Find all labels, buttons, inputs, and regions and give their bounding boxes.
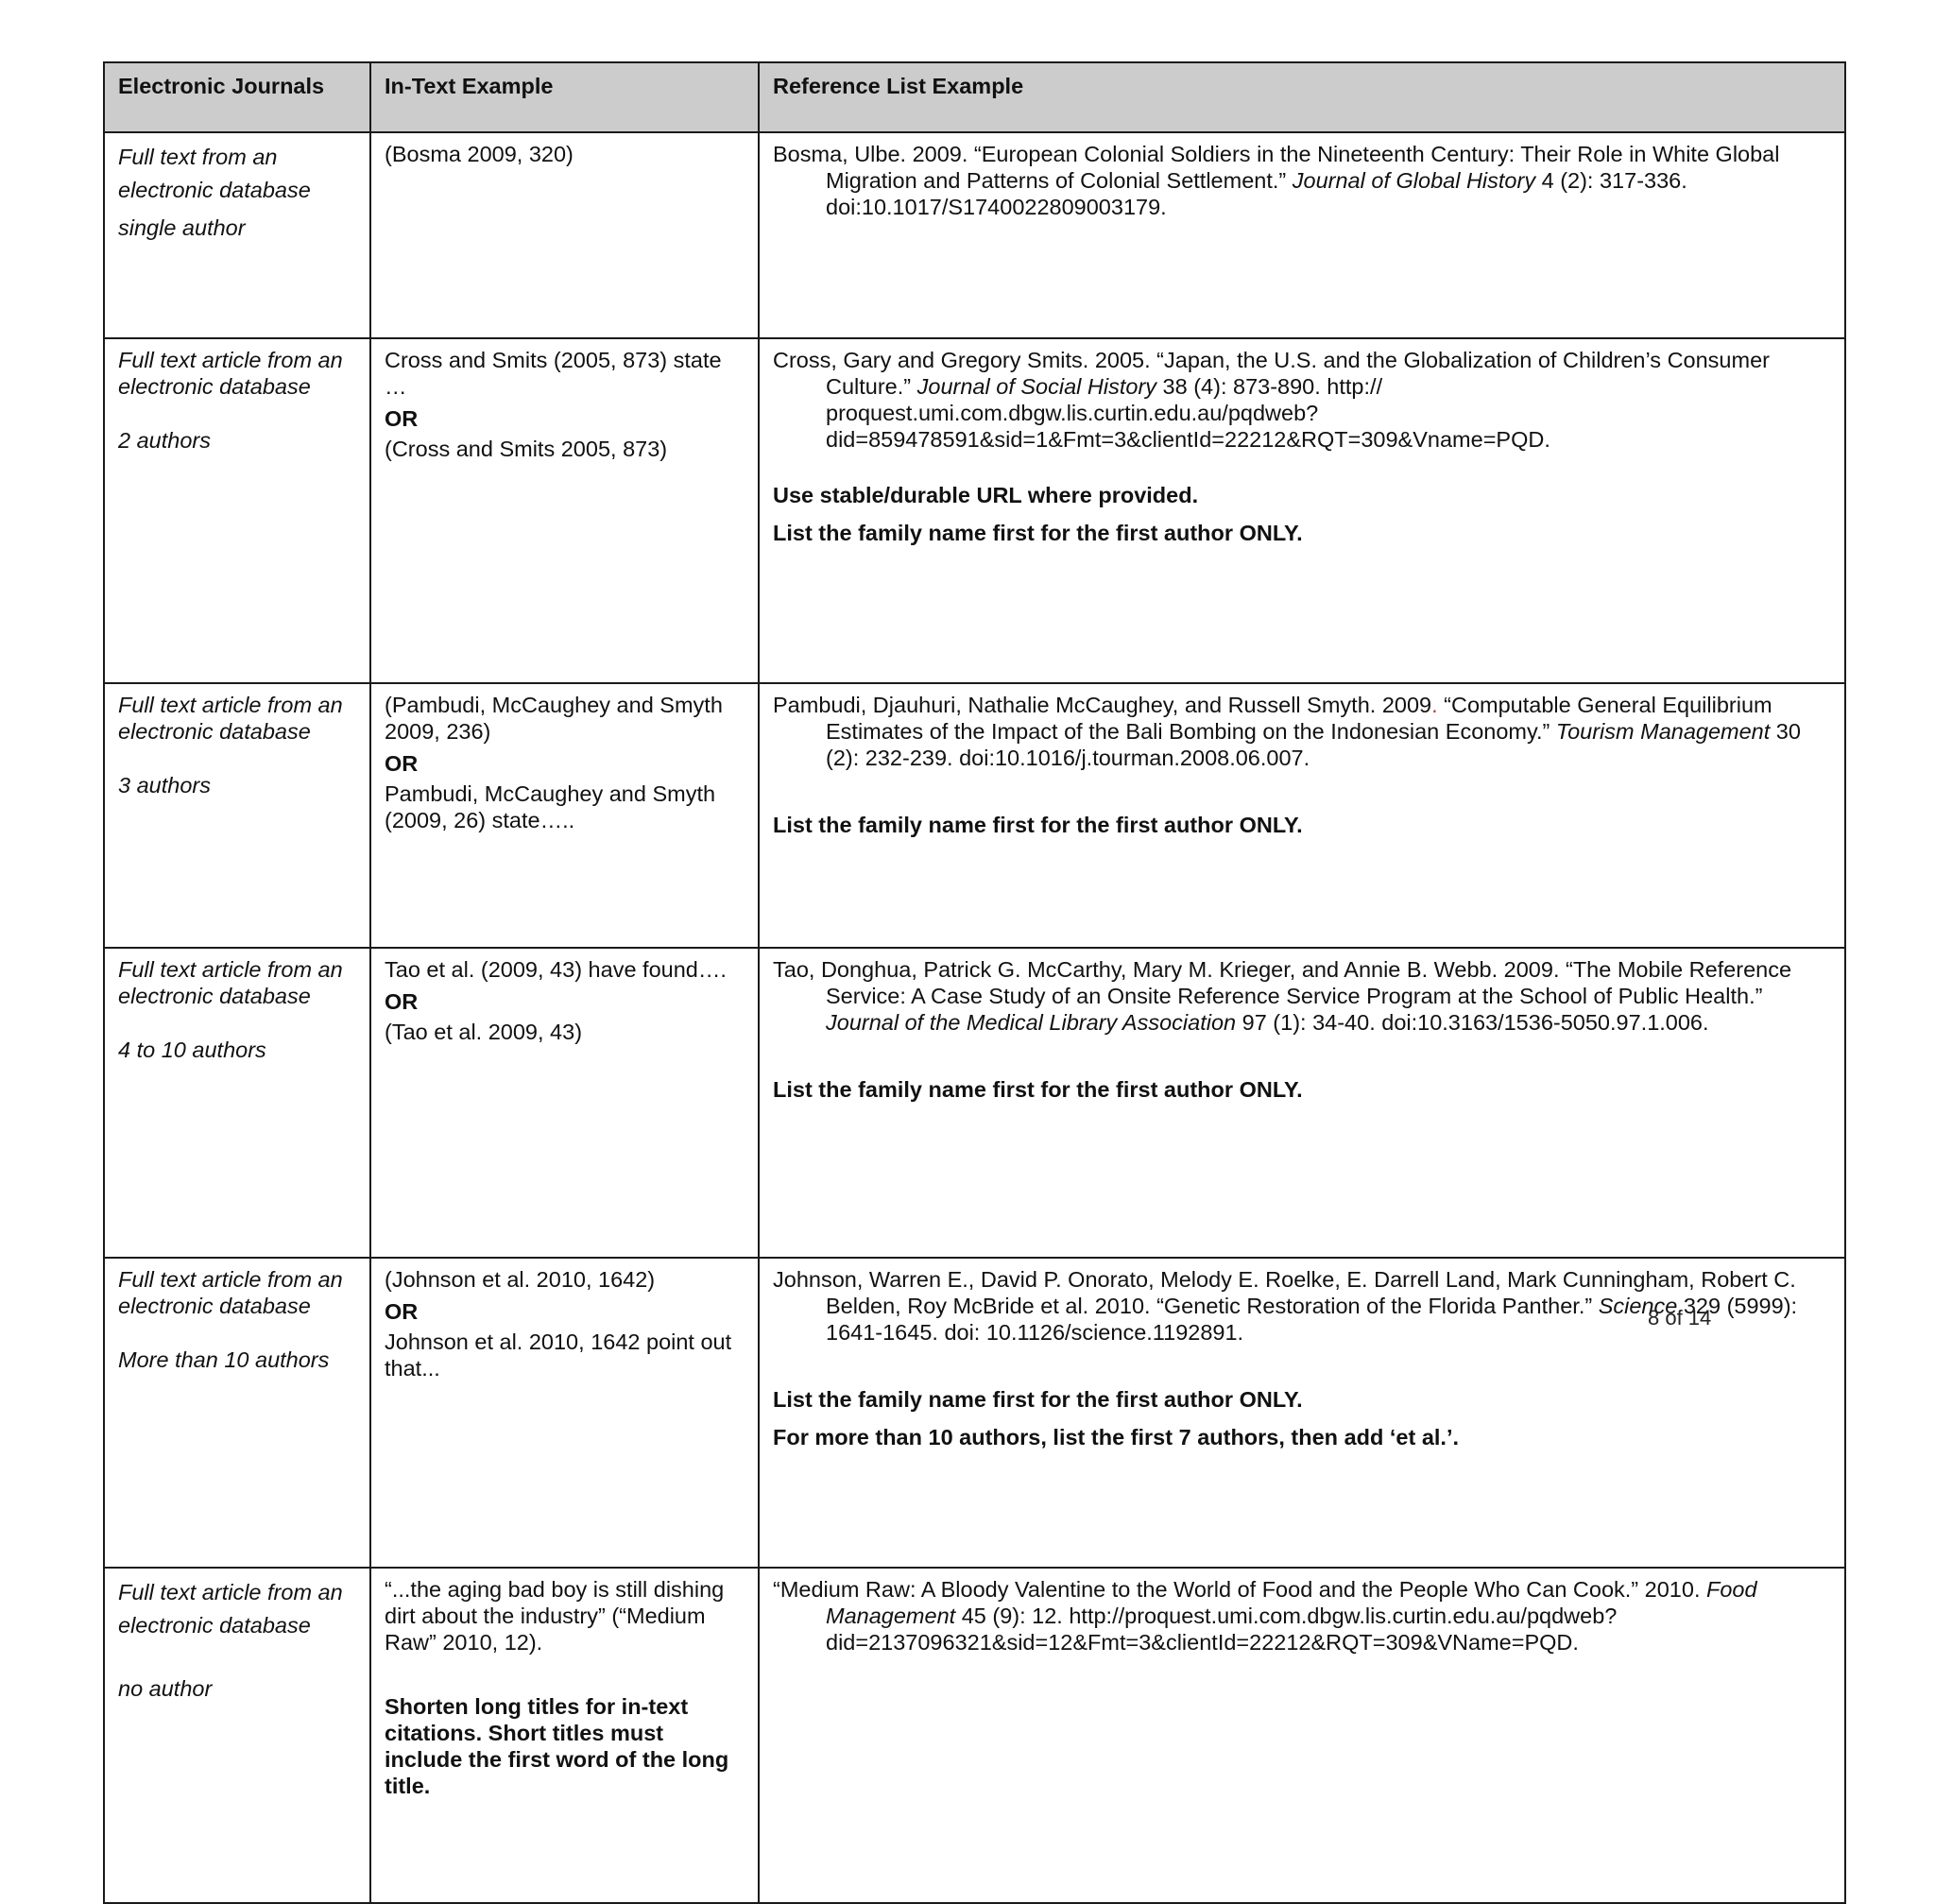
reference-text: 97 (1): 34-40. doi:10.3163/1536-5050.97.1.006. [1236, 1010, 1709, 1035]
reference-text: Johnson, Warren E., David P. Onorato, Melody E. Roelke, E. Darrell Land, Mark Cunningham, Robert C. Belden, Roy McBride et al. 2010. “Genetic Restoration of the Florida Panther.” [773, 1267, 1796, 1318]
journal-title: Science [1598, 1294, 1678, 1318]
table-header [104, 62, 1845, 132]
in-text-note: Shorten long titles for in-text citations. Short titles must include the first word of the long title. [385, 1694, 729, 1798]
journal-title: Food Management [826, 1577, 1757, 1628]
reference-cell [759, 1258, 1845, 1568]
journal-title: Journal of Global History [1292, 168, 1536, 193]
reference-text: Tao, Donghua, Patrick G. McCarthy, Mary M. Krieger, and Annie B. Webb. 2009. “The Mobile Reference Service: A Case Study of an Onsite Reference Service Program at the School of Public Health.” [773, 957, 1792, 1008]
reference-cell [759, 948, 1845, 1258]
category-author-count: More than 10 authors [118, 1347, 330, 1372]
reference-text: 30 (2): 232-239. doi:10.1016/j.tourman.2008.06.007. [826, 719, 1801, 770]
category-line: electronic database [118, 178, 311, 202]
header-electronic-journals: Electronic Journals [104, 62, 370, 132]
reference-note: List the family name first for the first author ONLY. [773, 1387, 1303, 1412]
table-row [104, 1568, 1845, 1903]
in-text-example: “...the aging bad boy is still dishing dirt about the industry” (“Medium Raw” 2010, 12). [385, 1577, 725, 1655]
category-line: electronic database [118, 374, 311, 399]
in-text-cell [370, 1258, 759, 1568]
in-text-cell [370, 132, 759, 338]
category-line: electronic database [118, 1613, 311, 1638]
category-cell [104, 683, 370, 948]
category-cell [104, 338, 370, 683]
category-line: electronic database [118, 719, 311, 744]
journal-title: Journal of the Medical Library Association [826, 1010, 1237, 1035]
citation-examples-table [103, 61, 1846, 1904]
reference-note: Use stable/durable URL where provided. [773, 483, 1199, 507]
category-author-count: 4 to 10 authors [118, 1038, 266, 1062]
reference-cell [759, 1568, 1845, 1903]
reference-entry [773, 1576, 1831, 1655]
reference-text: . [1431, 693, 1438, 717]
in-text-example: (Pambudi, McCaughey and Smyth 2009, 236) [385, 693, 723, 744]
reference-text: Bosma, Ulbe. 2009. “European Colonial Soldiers in the Nineteenth Century: Their Role in White Global Migration and Patterns of Colonial Settlement.” [773, 142, 1780, 193]
header-reference-list-example: Reference List Example [759, 62, 1845, 132]
reference-entry [773, 347, 1831, 453]
category-author-count: 3 authors [118, 773, 211, 798]
category-author-count: 2 authors [118, 428, 211, 453]
reference-text: 329 (5999): 1641-1645. doi: 10.1126/science.1192891. [826, 1294, 1798, 1345]
reference-note: List the family name first for the first author ONLY. [773, 521, 1303, 545]
reference-note: For more than 10 authors, list the first 7 authors, then add ‘et al.’. [773, 1425, 1460, 1449]
category-line: Full text from an [118, 145, 278, 169]
page-number: 8 of 14 [1648, 1306, 1712, 1329]
table-row [104, 948, 1845, 1258]
category-line: Full text article from an [118, 1267, 343, 1292]
in-text-example: (Tao et al. 2009, 43) [385, 1020, 583, 1044]
reference-cell [759, 132, 1845, 338]
in-text-example: Pambudi, McCaughey and Smyth (2009, 26) state….. [385, 781, 716, 832]
reference-note: List the family name first for the first author ONLY. [773, 1077, 1303, 1102]
table-row [104, 683, 1845, 948]
or-separator: OR [385, 989, 419, 1014]
category-author-count: no author [118, 1676, 213, 1701]
category-line: Full text article from an [118, 957, 343, 982]
category-line: Full text article from an [118, 693, 343, 717]
or-separator: OR [385, 751, 419, 776]
journal-title: Tourism Management [1555, 719, 1771, 744]
in-text-cell [370, 338, 759, 683]
in-text-example: (Cross and Smits 2005, 873) [385, 437, 668, 461]
in-text-example: (Johnson et al. 2010, 1642) [385, 1267, 656, 1292]
category-line: electronic database [118, 984, 311, 1008]
table-row [104, 132, 1845, 338]
reference-text: Pambudi, Djauhuri, Nathalie McCaughey, and Russell Smyth. 2009 [773, 693, 1432, 717]
category-line: Full text article from an [118, 348, 343, 372]
reference-text: 4 (2): 317-336. doi:10.1017/S1740022809003179. [826, 168, 1687, 219]
reference-text: 45 (9): 12. http://proquest.umi.com.dbgw.lis.curtin.edu.au/pqdweb? did=2137096321&sid=12&Fmt=3&clientId=22212&RQT=309&VName=PQD. [826, 1604, 1618, 1655]
category-cell [104, 1568, 370, 1903]
journal-title: Journal of Social History [916, 374, 1157, 399]
in-text-example: Tao et al. (2009, 43) have found…. [385, 957, 727, 982]
or-separator: OR [385, 1299, 419, 1324]
category-author-count: single author [118, 215, 246, 240]
header-in-text-example: In-Text Example [370, 62, 759, 132]
in-text-example: Johnson et al. 2010, 1642 point out that... [385, 1329, 732, 1381]
category-line: Full text article from an [118, 1580, 343, 1604]
category-cell [104, 948, 370, 1258]
reference-cell [759, 683, 1845, 948]
category-line: electronic database [118, 1294, 311, 1318]
in-text-cell [370, 683, 759, 948]
table-row [104, 1258, 1845, 1568]
reference-text: 38 (4): 873-890. http:// proquest.umi.com.dbgw.lis.curtin.edu.au/pqdweb? did=859478591&sid=1&Fmt=3&clientId=22212&RQT=309&Vname=PQD. [826, 374, 1550, 452]
category-cell [104, 1258, 370, 1568]
reference-cell [759, 338, 1845, 683]
table-body [104, 132, 1845, 1903]
reference-entry [773, 956, 1831, 1036]
or-separator: OR [385, 406, 419, 431]
in-text-cell [370, 1568, 759, 1903]
header-row [104, 62, 1845, 132]
reference-text: “Medium Raw: A Bloody Valentine to the World of Food and the People Who Can Cook.” 2010. [773, 1577, 1706, 1602]
table-row [104, 338, 1845, 683]
reference-note: List the family name first for the first author ONLY. [773, 813, 1303, 837]
reference-entry [773, 692, 1831, 771]
reference-entry [773, 141, 1831, 220]
in-text-cell [370, 948, 759, 1258]
in-text-example: Cross and Smits (2005, 873) state … [385, 348, 722, 399]
in-text-example: (Bosma 2009, 320) [385, 142, 574, 166]
reference-text: “Computable General Equilibrium Estimates of the Impact of the Bali Bombing on the Indonesian Economy.” [826, 693, 1772, 744]
category-cell [104, 132, 370, 338]
reference-text: Cross, Gary and Gregory Smits. 2005. “Japan, the U.S. and the Globalization of Children’s Consumer Culture.” [773, 348, 1770, 399]
